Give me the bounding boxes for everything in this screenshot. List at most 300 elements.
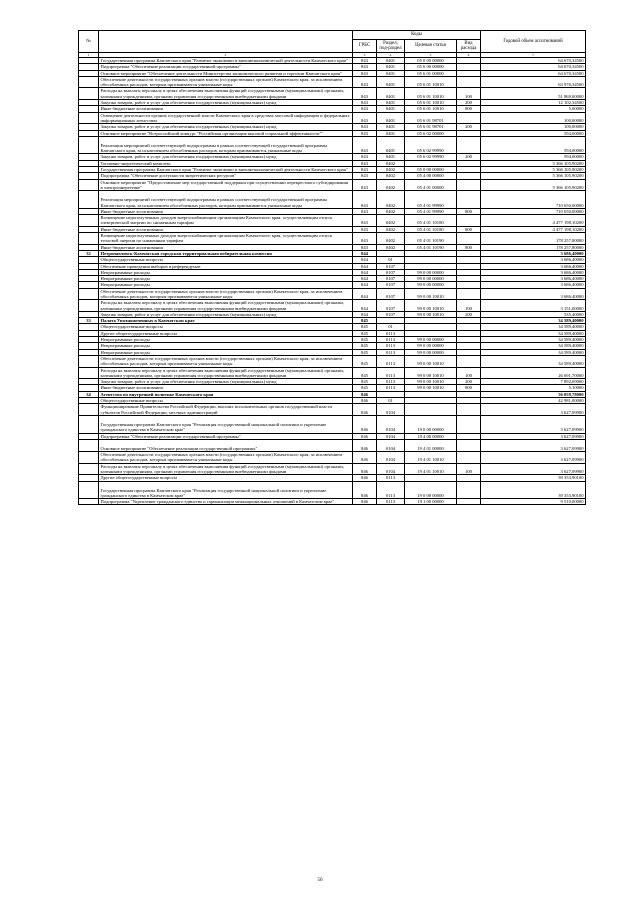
row-amount: 3 686,40000 (481, 282, 586, 288)
header-index: 7 (481, 53, 586, 58)
row-number (79, 76, 99, 88)
table-row (79, 191, 586, 209)
row-number (79, 88, 99, 100)
row-name: Закупка товаров, работ и услуг для обеспечения государственных (муниципальных) нужд (99, 154, 353, 160)
row-expense-type: 200 (457, 154, 481, 160)
row-name: Непрограммные расходы (99, 349, 353, 355)
row-grbs: 846 (353, 475, 377, 481)
row-number (79, 136, 99, 154)
row-name: Обеспечение деятельности государственных органов власти (государственных органов) Камчатского края, за исключением обособленных расходов, которым присваиваются уникальные коды (99, 355, 353, 367)
row-name: Закупка товаров, работ и услуг для обеспечения государственных (муниципальных) нужд (99, 100, 353, 106)
row-amount: 34 589,40000 (481, 343, 586, 349)
table-row (79, 76, 586, 88)
row-section: 0113 (377, 385, 405, 391)
row-amount: 3 686,40000 (481, 269, 586, 275)
table-row (79, 233, 586, 245)
row-expense-type: 100 (457, 88, 481, 100)
row-target-article: 05 6 02 99990 (405, 154, 457, 160)
row-amount: 4 477 198,10200 (481, 215, 586, 227)
row-name: Непрограммные расходы (99, 337, 353, 343)
row-amount: 34 589,40000 (481, 349, 586, 355)
row-grbs: 845 (353, 318, 377, 324)
row-number (79, 499, 99, 505)
row-grbs: 843 (353, 70, 377, 76)
row-name: Возмещение недополученных доходов энергоснабжающим организациям Камчатского края, осуществляющим отпуск тепловой энергии по сниженным тарифам (99, 233, 353, 245)
header-name-blank (99, 31, 353, 53)
row-grbs: 845 (353, 379, 377, 385)
row-amount: 56 059,78000 (481, 391, 586, 397)
header-codes: Коды (353, 31, 481, 40)
row-name: Закупка товаров, работ и услуг для обеспечения государственных (муниципальных) нужд (99, 124, 353, 130)
row-grbs: 843 (353, 167, 377, 173)
row-grbs: 843 (353, 88, 377, 100)
row-section: 0401 (377, 76, 405, 88)
row-expense-type (457, 355, 481, 367)
row-name: Основное мероприятие "Обеспечение реализации государственной программы" (99, 439, 353, 451)
row-amount: 4 477 198,10200 (481, 226, 586, 232)
row-expense-type (457, 191, 481, 209)
row-grbs: 844 (353, 300, 377, 312)
header-index: 5 (405, 53, 457, 58)
row-grbs: 843 (353, 106, 377, 112)
row-section: 0113 (377, 475, 405, 481)
row-grbs: 845 (353, 324, 377, 330)
row-number (79, 439, 99, 451)
row-amount: 26 691,70000 (481, 367, 586, 379)
row-grbs: 844 (353, 257, 377, 263)
row-grbs: 843 (353, 58, 377, 64)
row-amount: 594,00000 (481, 154, 586, 160)
row-name: Подпрограмма "Обеспечение реализации государственной программы" (99, 64, 353, 70)
row-target-article: 99 0 00 10010 (405, 355, 457, 367)
row-grbs: 845 (353, 385, 377, 391)
row-section: 0113 (377, 330, 405, 336)
header-target-article: Целевая статья (405, 40, 457, 53)
row-grbs: 846 (353, 463, 377, 475)
row-grbs: 843 (353, 136, 377, 154)
row-name: Общегосударственные вопросы (99, 324, 353, 330)
row-target-article: 99 0 00 10010 (405, 311, 457, 317)
row-grbs: 844 (353, 269, 377, 275)
row-target-article: 05 4 01 10180 (405, 215, 457, 227)
row-expense-type: 800 (457, 226, 481, 232)
row-amount: 3 686,40000 (481, 263, 586, 269)
row-name: Иные бюджетные ассигнования (99, 226, 353, 232)
row-amount: 5 366 105,90200 (481, 179, 586, 191)
table-row (79, 215, 586, 227)
row-name: Подпрограмма "Укрепление гражданского единства и гармонизация межнациональных отношений в Камчатском крае" (99, 499, 353, 505)
row-amount: 594,00000 (481, 130, 586, 136)
row-section: 0402 (377, 179, 405, 191)
row-expense-type (457, 288, 481, 300)
row-expense-type (457, 439, 481, 451)
row-section: 0113 (377, 499, 405, 505)
row-amount: 5 366 105,90200 (481, 173, 586, 179)
row-name: Обеспечение деятельности государственных органов власти (государственных органов) Камчатского края, за исключением обособленных расходов, которым присваиваются уникальные коды (99, 288, 353, 300)
row-amount: 34 589,40000 (481, 355, 586, 367)
row-expense-type: 800 (457, 385, 481, 391)
row-target-article: 99 0 00 10010 (405, 288, 457, 300)
row-amount: 594,00000 (481, 136, 586, 154)
row-amount: 5 366 105,90200 (481, 167, 586, 173)
row-expense-type: 200 (457, 379, 481, 385)
row-name: Подпрограмма "Обеспечение доступности энергетических ресурсов" (99, 173, 353, 179)
table-row (79, 300, 586, 312)
row-section: 0402 (377, 233, 405, 245)
row-target-article: 05 6 01 00000 (405, 70, 457, 76)
row-target-article (405, 404, 457, 416)
row-grbs: 846 (353, 404, 377, 416)
row-name: Государственная программа Камчатского края "Реализация государственной национальной политики и укрепление гражданского единства в Камчатском крае" (99, 415, 353, 433)
row-expense-type: 200 (457, 100, 481, 106)
row-name: Основное мероприятие "Всероссийский конкурс "Российская организация высокой социальной эффективности"" (99, 130, 353, 136)
row-target-article: 05 4 00 00000 (405, 173, 457, 179)
row-amount: 3 627,09900 (481, 415, 586, 433)
row-target-article: 19 1 00 00000 (405, 499, 457, 505)
row-target-article: 99 0 00 00000 (405, 349, 457, 355)
row-expense-type (457, 481, 481, 499)
row-section: 0104 (377, 433, 405, 439)
row-grbs: 846 (353, 452, 377, 464)
row-expense-type: 800 (457, 106, 481, 112)
header-number: № (79, 31, 99, 53)
row-expense-type (457, 415, 481, 433)
row-name: Обеспечение проведения выборов и референдумов (99, 263, 353, 269)
row-number (79, 112, 99, 124)
row-grbs: 845 (353, 367, 377, 379)
row-name: Другие общегосударственные вопросы (99, 475, 353, 481)
row-target-article: 19 4 00 00000 (405, 433, 457, 439)
row-grbs: 845 (353, 330, 377, 336)
row-amount: 64 670,34500 (481, 58, 586, 64)
row-target-article: 05 6 02 00000 (405, 130, 457, 136)
row-grbs: 843 (353, 160, 377, 166)
row-amount: 710 650,00000 (481, 191, 586, 209)
row-amount: 3 686,40000 (481, 288, 586, 300)
row-section: 0402 (377, 226, 405, 232)
row-grbs: 845 (353, 349, 377, 355)
row-grbs: 846 (353, 481, 377, 499)
row-grbs: 844 (353, 288, 377, 300)
row-amount: 710 650,00000 (481, 208, 586, 214)
row-section: 0401 (377, 112, 405, 124)
row-section: 0113 (377, 367, 405, 379)
budget-table (78, 30, 586, 505)
row-number (79, 463, 99, 475)
row-grbs: 846 (353, 391, 377, 397)
row-grbs: 843 (353, 179, 377, 191)
budget-table-container (78, 30, 585, 505)
row-target-article: 99 0 00 10010 (405, 379, 457, 385)
row-section: 0401 (377, 130, 405, 136)
row-target-article: 05 6 00 00000 (405, 64, 457, 70)
row-expense-type (457, 76, 481, 88)
row-amount: 5,00000 (481, 106, 586, 112)
row-section: 0402 (377, 244, 405, 250)
row-grbs: 843 (353, 191, 377, 209)
row-section: 01 (377, 324, 405, 330)
row-name: Освещение деятельности органов государственной власти Камчатского края в средствах массовой информации и федеральных информационных агентствах (99, 112, 353, 124)
row-number (79, 191, 99, 209)
table-row (79, 288, 586, 300)
row-target-article: 05 6 02 99990 (405, 136, 457, 154)
row-name: Подпрограмма "Обеспечение реализации государственной программы" (99, 433, 353, 439)
row-target-article: 05 4 01 10190 (405, 244, 457, 250)
row-number: 33 (79, 318, 99, 324)
row-name: Непрограммные расходы (99, 269, 353, 275)
row-expense-type: 800 (457, 244, 481, 250)
row-grbs: 845 (353, 343, 377, 349)
row-name: Общегосударственные вопросы (99, 398, 353, 404)
row-amount: 3 627,09900 (481, 404, 586, 416)
row-name: Реализация мероприятий соответствующей подпрограммы в рамках соответствующей государственной программы Камчатского края, за исключением обособленных расходов, которым присваиваются уникальные коды (99, 191, 353, 209)
row-section: 0401 (377, 64, 405, 70)
header-grbs: ГРБС (353, 40, 377, 53)
row-number: 32 (79, 250, 99, 256)
row-name: Возмещение недополученных доходов энергоснабжающим организациям Камчатского края, осуществляющим отпуск электрической энергии по сниженным тарифам (99, 215, 353, 227)
header-index: 6 (457, 53, 481, 58)
row-amount: 51 869,00000 (481, 88, 586, 100)
row-section: 0401 (377, 100, 405, 106)
row-amount: 39 353,90100 (481, 481, 586, 499)
row-target-article: 05 6 01 10010 (405, 88, 457, 100)
row-target-article: 05 6 01 98701 (405, 124, 457, 130)
row-name: Иные бюджетные ассигнования (99, 244, 353, 250)
row-number (79, 367, 99, 379)
row-section: 01 (377, 257, 405, 263)
row-target-article: 05 6 01 10010 (405, 106, 457, 112)
row-name: Непрограммные расходы (99, 343, 353, 349)
row-name: Иные бюджетные ассигнования (99, 385, 353, 391)
row-expense-type (457, 215, 481, 227)
row-expense-type: 200 (457, 124, 481, 130)
row-amount: 3 627,09900 (481, 433, 586, 439)
row-target-article: 05 4 01 00000 (405, 179, 457, 191)
row-section: 0107 (377, 300, 405, 312)
row-expense-type: 800 (457, 208, 481, 214)
row-section: 0113 (377, 379, 405, 385)
row-section: 0104 (377, 452, 405, 464)
row-name: Обеспечение деятельности государственных органов власти (государственных органов) Камчатского края, за исключением обособленных расходов, которым присваиваются уникальные коды (99, 76, 353, 88)
header-section: Раздел, под-раздел (377, 40, 405, 53)
row-name: Расходы на выплаты персоналу в целях обеспечения выполнения функций государственными (муниципальными) органами, казенными учреждениями, органами управления государственными внебюджетными фондами (99, 463, 353, 475)
row-grbs: 843 (353, 64, 377, 70)
table-row (79, 439, 586, 451)
row-expense-type (457, 452, 481, 464)
row-target-article: 99 0 00 10010 (405, 300, 457, 312)
row-section: 0107 (377, 263, 405, 269)
row-name: Функционирование Правительства Российской Федерации, высших исполнительных органов государственной власти субъектов Российской Федерации, местных администраций (99, 404, 353, 416)
row-target-article: 99 0 00 00000 (405, 282, 457, 288)
row-expense-type (457, 404, 481, 416)
row-section: 0104 (377, 415, 405, 433)
row-expense-type (457, 179, 481, 191)
table-row (79, 367, 586, 379)
row-section: 0401 (377, 106, 405, 112)
row-section: 0113 (377, 481, 405, 499)
row-name: Иные бюджетные ассигнования (99, 208, 353, 214)
row-name: Общегосударственные вопросы (99, 257, 353, 263)
row-amount: 3 686,40000 (481, 276, 586, 282)
budget-table-body (79, 58, 586, 505)
row-amount: 5 366 105,90200 (481, 160, 586, 166)
row-grbs: 843 (353, 226, 377, 232)
row-section: 0401 (377, 88, 405, 100)
table-row (79, 179, 586, 191)
row-grbs: 843 (353, 244, 377, 250)
table-row (79, 463, 586, 475)
header-index: 1 (79, 53, 99, 58)
row-name: Иные бюджетные ассигнования (99, 106, 353, 112)
row-amount: 34 589,40000 (481, 337, 586, 343)
row-expense-type (457, 136, 481, 154)
row-name: Закупка товаров, работ и услуг для обеспечения государственных (муниципальных) нужд (99, 379, 353, 385)
row-grbs: 843 (353, 208, 377, 214)
row-grbs: 846 (353, 499, 377, 505)
row-section: 0402 (377, 191, 405, 209)
row-amount: 64 670,34500 (481, 70, 586, 76)
table-row (79, 355, 586, 367)
row-grbs: 844 (353, 282, 377, 288)
row-section: 0113 (377, 349, 405, 355)
row-number (79, 233, 99, 245)
row-amount: 178 257,80000 (481, 233, 586, 245)
row-name: Обеспечение деятельности государственных органов власти (государственных органов) Камчатского края, за исключением обособленных расходов, которым присваиваются уникальные коды (99, 452, 353, 464)
row-section: 0107 (377, 276, 405, 282)
row-target-article: 99 0 00 00000 (405, 269, 457, 275)
row-grbs: 845 (353, 355, 377, 367)
row-name: Реализация мероприятий соответствующей подпрограммы в рамках соответствующей государственной программы Камчатского края, за исключением обособленных расходов, которым присваиваются уникальные коды (99, 136, 353, 154)
row-section: 0104 (377, 439, 405, 451)
table-row (79, 88, 586, 100)
row-target-article: 99 0 00 00000 (405, 337, 457, 343)
row-grbs: 843 (353, 173, 377, 179)
row-target-article: 05 6 01 98701 (405, 112, 457, 124)
table-row (79, 481, 586, 499)
row-target-article: 19 0 00 00000 (405, 415, 457, 433)
table-row (79, 136, 586, 154)
row-amount: 178 257,80000 (481, 244, 586, 250)
row-number (79, 288, 99, 300)
row-target-article: 19 4 01 10010 (405, 452, 457, 464)
row-grbs: 843 (353, 124, 377, 130)
row-section: 0401 (377, 136, 405, 154)
row-grbs: 846 (353, 415, 377, 433)
row-target-article: 99 0 00 10010 (405, 385, 457, 391)
row-section: 0107 (377, 269, 405, 275)
row-amount: 3 686,40000 (481, 250, 586, 256)
row-section: 0113 (377, 343, 405, 349)
row-section: 0113 (377, 337, 405, 343)
row-target-article: 19 4 01 10010 (405, 463, 457, 475)
row-name: Основное мероприятие "Обеспечение деятельности Министерства экономического развития и торговли Камчатского края" (99, 70, 353, 76)
row-expense-type (457, 233, 481, 245)
row-amount: 535,40000 (481, 311, 586, 317)
row-target-article: 19 0 00 00000 (405, 481, 457, 499)
row-number (79, 300, 99, 312)
row-amount: 34 589,40000 (481, 318, 586, 324)
row-number (79, 179, 99, 191)
row-grbs: 845 (353, 337, 377, 343)
row-section: 0401 (377, 124, 405, 130)
row-target-article: 05 6 01 10010 (405, 100, 457, 106)
row-grbs: 843 (353, 100, 377, 106)
row-number (79, 404, 99, 416)
row-amount: 34 589,40000 (481, 324, 586, 330)
row-name: Государственная программа Камчатского края "Развитие экономики и внешнеэкономической деятельности Камчатского края" (99, 58, 353, 64)
row-section: 0402 (377, 215, 405, 227)
header-annual-amount: Годовой объем ассигнований (481, 31, 586, 53)
row-amount: 63 976,34500 (481, 76, 586, 88)
row-number (79, 215, 99, 227)
table-row (79, 499, 586, 505)
row-grbs: 846 (353, 433, 377, 439)
row-amount: 12 102,34500 (481, 100, 586, 106)
table-row (79, 415, 586, 433)
row-grbs: 843 (353, 130, 377, 136)
row-name: Расходы на выплаты персоналу в целях обеспечения выполнения функций государственными (муниципальными) органами, казенными учреждениями, органами управления государственными внебюджетными фондами (99, 367, 353, 379)
row-amount: 3 627,09900 (481, 452, 586, 464)
row-target-article: 05 4 01 99990 (405, 208, 457, 214)
row-grbs: 846 (353, 398, 377, 404)
header-expense-type: Вид расхода (457, 40, 481, 53)
row-name: Палата Уполномоченных в Камчатском крае (99, 318, 353, 324)
row-grbs: 843 (353, 233, 377, 245)
row-name: Петропавловск-Камчатская городская территориальная избирательная комиссия (99, 250, 353, 256)
row-target-article: 99 0 00 10010 (405, 367, 457, 379)
row-grbs: 846 (353, 439, 377, 451)
row-section: 01 (377, 398, 405, 404)
row-name: Расходы на выплаты персоналу в целях обеспечения выполнения функций государственными (муниципальными) органами, казенными учреждениями, органами управления государственными внебюджетными фондами (99, 88, 353, 100)
row-section: 0402 (377, 173, 405, 179)
row-number (79, 452, 99, 464)
row-target-article: 19 4 01 00000 (405, 439, 457, 451)
row-section: 0401 (377, 154, 405, 160)
row-name: Агентство по внутренней политике Камчатского края (99, 391, 353, 397)
row-number: 34 (79, 391, 99, 397)
row-section: 0402 (377, 167, 405, 173)
row-amount: 64 670,34500 (481, 64, 586, 70)
row-target-article: 05 0 00 00000 (405, 167, 457, 173)
row-target-article: 05 4 01 10180 (405, 226, 457, 232)
row-name: Государственная программа Камчатского края "Реализация государственной национальной политики и укрепление гражданского единства в Камчатском крае" (99, 481, 353, 499)
row-grbs: 843 (353, 112, 377, 124)
row-target-article: 05 6 01 10010 (405, 76, 457, 88)
row-section: 0104 (377, 404, 405, 416)
row-amount: 39 353,90100 (481, 475, 586, 481)
row-amount: 7 892,69000 (481, 379, 586, 385)
row-expense-type: 100 (457, 300, 481, 312)
row-name: Непрограммные расходы (99, 282, 353, 288)
row-amount: 100,00000 (481, 124, 586, 130)
row-expense-type (457, 499, 481, 505)
row-section: 0107 (377, 311, 405, 317)
row-expense-type: 100 (457, 463, 481, 475)
row-target-article: 05 0 00 00000 (405, 58, 457, 64)
row-name: Государственная программа Камчатского края "Развитие экономики и внешнеэкономической деятельности Камчатского края" (99, 167, 353, 173)
row-expense-type: 100 (457, 367, 481, 379)
row-number (79, 481, 99, 499)
row-amount: 3 686,40000 (481, 257, 586, 263)
row-grbs: 844 (353, 263, 377, 269)
table-row (79, 452, 586, 464)
row-name: Непрограммные расходы (99, 276, 353, 282)
row-grbs: 843 (353, 76, 377, 88)
row-grbs: 844 (353, 250, 377, 256)
row-name: Топливно-энергетический комплекс (99, 160, 353, 166)
row-target-article: 99 0 00 00000 (405, 343, 457, 349)
row-name: Другие общегосударственные вопросы (99, 330, 353, 336)
